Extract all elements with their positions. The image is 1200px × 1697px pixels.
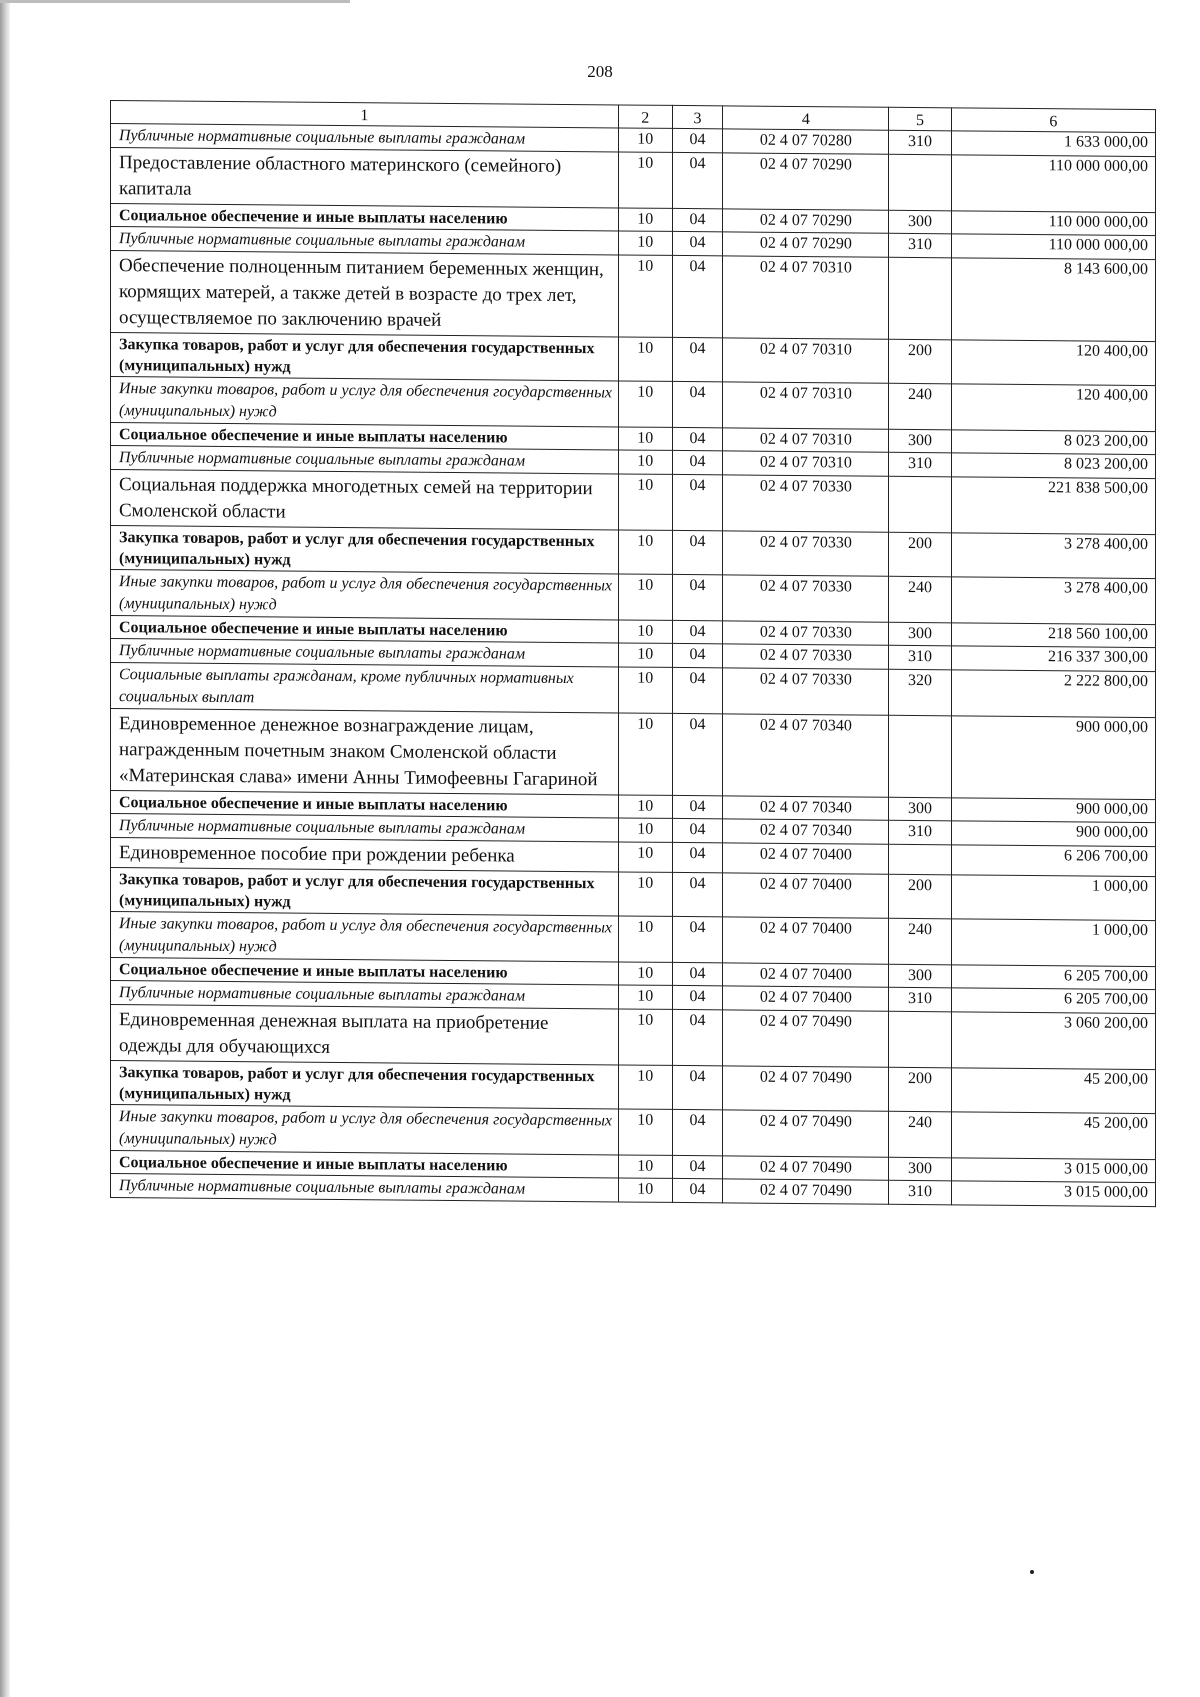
cell-amount: 45 200,00 [951,1068,1155,1114]
cell-target-code: 02 4 07 70330 [723,475,889,532]
cell-amount: 120 400,00 [951,384,1155,432]
cell-subsection: 04 [672,620,722,643]
cell-section: 10 [618,643,672,667]
header-col-2: 2 [618,105,672,128]
cell-expense-type: 310 [889,987,951,1012]
cell-name: Публичные нормативные социальные выплаты гражданам [111,446,619,474]
cell-subsection: 04 [672,643,722,667]
cell-name: Социальные выплаты гражданам, кроме публичных нормативных социальных выплат [111,663,619,713]
cell-section: 10 [618,474,672,530]
cell-target-code: 02 4 07 70490 [723,1156,889,1180]
cell-target-code: 02 4 07 70280 [723,129,889,154]
cell-target-code: 02 4 07 70310 [723,338,889,383]
cell-amount: 3 015 000,00 [951,1158,1155,1183]
cell-subsection: 04 [672,208,722,231]
cell-target-code: 02 4 07 70490 [723,1066,889,1111]
cell-name: Социальная поддержка многодетных семей на территории Смоленской области [111,470,619,530]
cell-subsection: 04 [672,962,722,985]
cell-target-code: 02 4 07 70340 [723,796,889,820]
cell-expense-type: 300 [889,1157,951,1181]
cell-section: 10 [618,152,672,208]
cell-expense-type [889,257,951,340]
cell-amount: 3 278 400,00 [951,533,1155,579]
cell-expense-type: 310 [889,452,951,477]
cell-section: 10 [618,872,672,916]
cell-name: Иные закупки товаров, работ и услуг для обеспечения государственных (муниципальных) нужд [111,570,619,620]
cell-name: Иные закупки товаров, работ и услуг для обеспечения государственных (муниципальных) нужд [111,1105,619,1155]
cell-subsection: 04 [672,128,722,152]
cell-section: 10 [618,530,672,574]
cell-subsection: 04 [672,255,722,337]
cell-subsection: 04 [672,1109,722,1155]
cell-subsection: 04 [672,1178,722,1202]
cell-name: Иные закупки товаров, работ и услуг для обеспечения государственных (муниципальных) нужд [111,912,619,962]
cell-expense-type [889,715,951,798]
cell-expense-type: 240 [889,383,951,430]
budget-table [110,100,1156,1207]
cell-expense-type: 300 [889,429,951,453]
cell-expense-type: 300 [889,622,951,646]
cell-target-code: 02 4 07 70330 [723,621,889,645]
cell-expense-type [889,844,951,875]
cell-subsection: 04 [672,427,722,450]
scan-speck [1030,1570,1034,1574]
cell-amount: 3 060 200,00 [951,1012,1155,1070]
header-col-6: 6 [951,108,1155,133]
cell-section: 10 [618,255,672,337]
cell-target-code: 02 4 07 70400 [723,873,889,918]
cell-name: Социальное обеспечение и иные выплаты населению [111,1151,619,1178]
cell-expense-type: 200 [889,1067,951,1112]
cell-expense-type: 310 [889,820,951,845]
cell-target-code: 02 4 07 70290 [723,209,889,233]
cell-subsection: 04 [672,530,722,574]
cell-name: Предоставление областного материнского (семейного) капитала [111,148,619,208]
cell-expense-type: 240 [889,576,951,623]
cell-section: 10 [618,1009,672,1065]
table-row [111,251,1156,342]
cell-name: Социальное обеспечение и иные выплаты населению [111,791,619,818]
table-row [111,709,1156,800]
cell-section: 10 [618,208,672,231]
cell-expense-type: 310 [889,130,951,155]
cell-target-code: 02 4 07 70330 [723,644,889,669]
cell-subsection: 04 [672,381,722,427]
cell-amount: 110 000 000,00 [951,234,1155,260]
cell-section: 10 [618,818,672,842]
cell-amount: 45 200,00 [951,1112,1155,1160]
cell-section: 10 [618,450,672,474]
cell-expense-type: 310 [889,645,951,670]
cell-amount: 120 400,00 [951,340,1155,386]
cell-amount: 216 337 300,00 [951,646,1155,672]
cell-expense-type [889,1011,951,1068]
cell-section: 10 [618,916,672,962]
cell-expense-type: 200 [889,532,951,577]
cell-target-code: 02 4 07 70400 [723,917,889,964]
cell-target-code: 02 4 07 70490 [723,1010,889,1067]
cell-expense-type [889,154,951,211]
cell-subsection: 04 [672,474,722,530]
cell-amount: 110 000 000,00 [951,155,1155,213]
cell-name: Иные закупки товаров, работ и услуг для обеспечения государственных (муниципальных) нужд [111,377,619,427]
cell-section: 10 [618,128,672,152]
cell-amount: 2 222 800,00 [951,670,1155,718]
table-body [111,124,1156,1207]
cell-subsection: 04 [672,450,722,474]
cell-subsection: 04 [672,818,722,842]
cell-subsection: 04 [672,985,722,1009]
header-col-3: 3 [672,105,722,128]
cell-target-code: 02 4 07 70400 [723,986,889,1011]
cell-target-code: 02 4 07 70310 [723,451,889,476]
cell-name: Закупка товаров, работ и услуг для обеспечения государственных (муниципальных) нужд [111,1061,619,1109]
cell-name: Социальное обеспечение и иные выплаты населению [111,423,619,450]
cell-expense-type: 300 [889,797,951,821]
scan-edge-shadow [0,0,10,1697]
header-col-5: 5 [889,107,951,131]
cell-expense-type: 200 [889,339,951,384]
cell-section: 10 [618,337,672,381]
cell-expense-type: 200 [889,874,951,919]
cell-amount: 221 838 500,00 [951,477,1155,535]
cell-amount: 900 000,00 [951,821,1155,847]
cell-name: Публичные нормативные социальные выплаты гражданам [111,639,619,667]
cell-name: Социальное обеспечение и иные выплаты населению [111,616,619,643]
cell-subsection: 04 [672,872,722,916]
cell-expense-type: 310 [889,233,951,258]
cell-subsection: 04 [672,1009,722,1065]
cell-section: 10 [618,667,672,713]
cell-name: Единовременная денежная выплата на приобретение одежды для обучающихся [111,1005,619,1065]
cell-amount: 6 205 700,00 [951,965,1155,990]
cell-subsection: 04 [672,1065,722,1109]
cell-amount: 900 000,00 [951,798,1155,823]
cell-subsection: 04 [672,795,722,818]
cell-target-code: 02 4 07 70310 [723,256,889,339]
header-col-1: 1 [111,101,619,128]
table-row [111,1005,1156,1070]
cell-section: 10 [618,1065,672,1109]
cell-amount: 6 205 700,00 [951,988,1155,1014]
cell-target-code: 02 4 07 70340 [723,819,889,844]
cell-subsection: 04 [672,574,722,620]
table-row [111,470,1156,535]
cell-amount: 218 560 100,00 [951,623,1155,648]
cell-amount: 8 023 200,00 [951,430,1155,455]
cell-amount: 3 278 400,00 [951,577,1155,625]
cell-name: Публичные нормативные социальные выплаты гражданам [111,124,619,152]
cell-subsection: 04 [672,152,722,208]
cell-section: 10 [618,574,672,620]
cell-expense-type: 240 [889,918,951,965]
cell-name: Публичные нормативные социальные выплаты гражданам [111,981,619,1009]
cell-section: 10 [618,795,672,818]
cell-section: 10 [618,713,672,795]
cell-subsection: 04 [672,337,722,381]
cell-expense-type: 240 [889,1111,951,1158]
cell-section: 10 [618,842,672,872]
cell-amount: 900 000,00 [951,716,1155,800]
cell-target-code: 02 4 07 70330 [723,668,889,715]
cell-section: 10 [618,231,672,255]
cell-amount: 1 000,00 [951,919,1155,967]
cell-amount: 1 000,00 [951,875,1155,921]
cell-amount: 8 143 600,00 [951,258,1155,342]
header-col-4: 4 [723,106,889,130]
cell-subsection: 04 [672,667,722,713]
table-row [111,912,1156,967]
cell-amount: 110 000 000,00 [951,211,1155,236]
cell-amount: 3 015 000,00 [951,1181,1155,1207]
cell-name: Закупка товаров, работ и услуг для обеспечения государственных (муниципальных) нужд [111,333,619,381]
cell-amount: 6 206 700,00 [951,845,1155,877]
cell-name: Закупка товаров, работ и услуг для обеспечения государственных (муниципальных) нужд [111,868,619,916]
cell-name: Единовременное денежное вознаграждение лицам, награжденным почетным знаком Смоленской области «Материнская слава» имени Анны Тимофеевны Гагариной [111,709,619,795]
cell-target-code: 02 4 07 70310 [723,428,889,452]
page-number: 208 [587,62,613,81]
cell-expense-type: 320 [889,669,951,716]
cell-expense-type: 310 [889,1180,951,1205]
cell-subsection: 04 [672,842,722,872]
cell-section: 10 [618,1109,672,1155]
table-row [111,570,1156,625]
cell-amount: 1 633 000,00 [951,131,1155,157]
cell-subsection: 04 [672,1155,722,1178]
table-row [111,1105,1156,1160]
cell-subsection: 04 [672,231,722,255]
scan-top-edge [0,0,350,3]
cell-section: 10 [618,381,672,427]
cell-name: Публичные нормативные социальные выплаты гражданам [111,1174,619,1202]
cell-section: 10 [618,1178,672,1202]
cell-target-code: 02 4 07 70400 [723,963,889,987]
table-row [111,148,1156,213]
cell-target-code: 02 4 07 70340 [723,714,889,797]
cell-section: 10 [618,620,672,643]
cell-subsection: 04 [672,916,722,962]
cell-section: 10 [618,427,672,450]
cell-section: 10 [618,962,672,985]
cell-name: Социальное обеспечение и иные выплаты населению [111,204,619,231]
table-row [111,377,1156,432]
cell-target-code: 02 4 07 70290 [723,153,889,210]
cell-target-code: 02 4 07 70400 [723,843,889,874]
cell-target-code: 02 4 07 70490 [723,1179,889,1204]
cell-subsection: 04 [672,713,722,795]
cell-name: Закупка товаров, работ и услуг для обеспечения государственных (муниципальных) нужд [111,526,619,574]
cell-expense-type: 300 [889,210,951,234]
cell-section: 10 [618,985,672,1009]
cell-expense-type [889,476,951,533]
cell-name: Единовременное пособие при рождении ребенка [111,838,619,872]
cell-amount: 8 023 200,00 [951,453,1155,479]
cell-name: Публичные нормативные социальные выплаты гражданам [111,814,619,842]
cell-section: 10 [618,1155,672,1178]
cell-target-code: 02 4 07 70490 [723,1110,889,1157]
cell-target-code: 02 4 07 70310 [723,382,889,429]
cell-target-code: 02 4 07 70330 [723,575,889,622]
cell-name: Обеспечение полноценным питанием беременных женщин, кормящих матерей, а также детей в возрасте до трех лет, осуществляемое по заключению врачей [111,251,619,337]
cell-name: Публичные нормативные социальные выплаты гражданам [111,227,619,255]
cell-name: Социальное обеспечение и иные выплаты населению [111,958,619,985]
cell-target-code: 02 4 07 70290 [723,232,889,257]
cell-expense-type: 300 [889,964,951,988]
cell-target-code: 02 4 07 70330 [723,531,889,576]
